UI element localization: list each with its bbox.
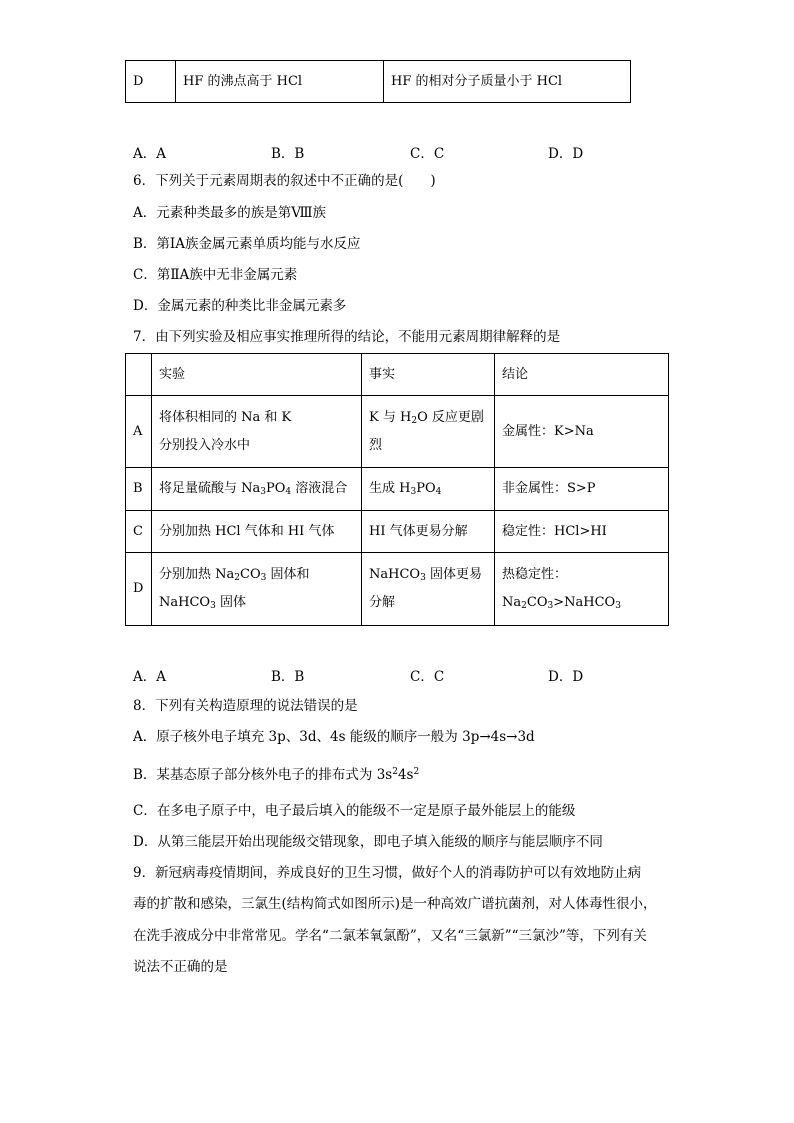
table-row [126, 468, 669, 511]
row-conclusion: 非金属性：S>P [495, 468, 669, 511]
top-table [125, 60, 631, 103]
q8-choice-c: C．在多电子原子中，电子最后填入的能级不一定是原子最外能层上的能级 [133, 803, 576, 819]
q6-choice-b: B．第ⅠA族金属元素单质均能与水反应 [133, 236, 361, 252]
q8-stem: 8．下列有关构造原理的说法错误的是 [133, 698, 358, 714]
row-fact: 生成 $H_3PO_4$ [362, 468, 495, 511]
header-blank [126, 354, 152, 396]
row-label: A [126, 396, 152, 468]
q6-stem: 6．下列关于元素周期表的叙述中不正确的是( ) [133, 173, 436, 189]
header-experiment: 实验 [152, 354, 362, 396]
table-row [126, 61, 631, 103]
q9-line-4: 说法不正确的是 [133, 959, 228, 975]
q7-stem: 7．由下列实验及相应事实推理所得的结论，不能用元素周期律解释的是 [133, 329, 561, 345]
header-conclusion: 结论 [495, 354, 669, 396]
option-d: D．D [548, 669, 584, 685]
table-row [126, 553, 669, 626]
option-c: C．C [410, 146, 445, 162]
cell-label: D [126, 61, 176, 103]
q9-line-3: 在洗手液成分中非常常见。学名“二氯苯氧氯酚”，又名“三氯新”“三氯沙”等，下列有关 [133, 928, 647, 944]
row-experiment: 分别加热 HCl 气体和 HI 气体 [152, 511, 362, 553]
cell-fact: HF 的沸点高于 HCl [176, 61, 384, 103]
option-c: C．C [410, 669, 445, 685]
row-conclusion: 热稳定性： $Na_2CO_3>NaHCO_3$ [495, 553, 669, 626]
q6-choice-a: A．元素种类最多的族是第Ⅷ族 [133, 205, 327, 221]
table-row [126, 511, 669, 553]
q8-choice-d: D．从第三能层开始出现能级交错现象，即电子填入能级的顺序与能层顺序不同 [133, 834, 603, 850]
option-b: B．B [271, 669, 305, 685]
q8-choice-b: B．某基态原子部分核外电子的排布式为 $3s^24s^2$ [133, 767, 420, 783]
option-d: D．D [548, 146, 584, 162]
header-fact: 事实 [362, 354, 495, 396]
row-experiment: 将体积相同的 Na 和 K 分别投入冷水中 [152, 396, 362, 468]
q9-line-1: 9．新冠病毒疫情期间，养成良好的卫生习惯，做好个人的消毒防护可以有效地防止病 [133, 865, 642, 881]
table-header-row [126, 354, 669, 396]
q6-choice-c: C．第ⅡA族中无非金属元素 [133, 267, 298, 283]
table-row [126, 396, 669, 468]
row-label: D [126, 553, 152, 626]
row-fact: HI 气体更易分解 [362, 511, 495, 553]
row-fact: K 与 $H_2O$ 反应更剧 烈 [362, 396, 495, 468]
row-label: C [126, 511, 152, 553]
q9-line-2: 毒的扩散和感染，三氯生(结构简式如图所示)是一种高效广谱抗菌剂，对人体毒性很小， [133, 896, 657, 912]
q8-choice-a: A．原子核外电子填充 3p、3d、4s 能级的顺序一般为 3p→4s→3d [133, 729, 535, 745]
row-experiment: 将足量硫酸与 $Na_3PO_4$ 溶液混合 [152, 468, 362, 511]
q7-table [125, 353, 669, 626]
option-a: A．A [133, 146, 166, 162]
option-a: A．A [133, 669, 166, 685]
row-conclusion: 金属性：K>Na [495, 396, 669, 468]
cell-reason: HF 的相对分子质量小于 HCl [384, 61, 631, 103]
row-fact: NaHCO$_3$ 固体更易 分解 [362, 553, 495, 626]
option-b: B．B [271, 146, 305, 162]
row-label: B [126, 468, 152, 511]
q6-choice-d: D．金属元素的种类比非金属元素多 [133, 298, 347, 314]
row-conclusion: 稳定性：HCl>HI [495, 511, 669, 553]
row-experiment: 分别加热 $Na_2CO_3$ 固体和 NaHCO$_3$ 固体 [152, 553, 362, 626]
